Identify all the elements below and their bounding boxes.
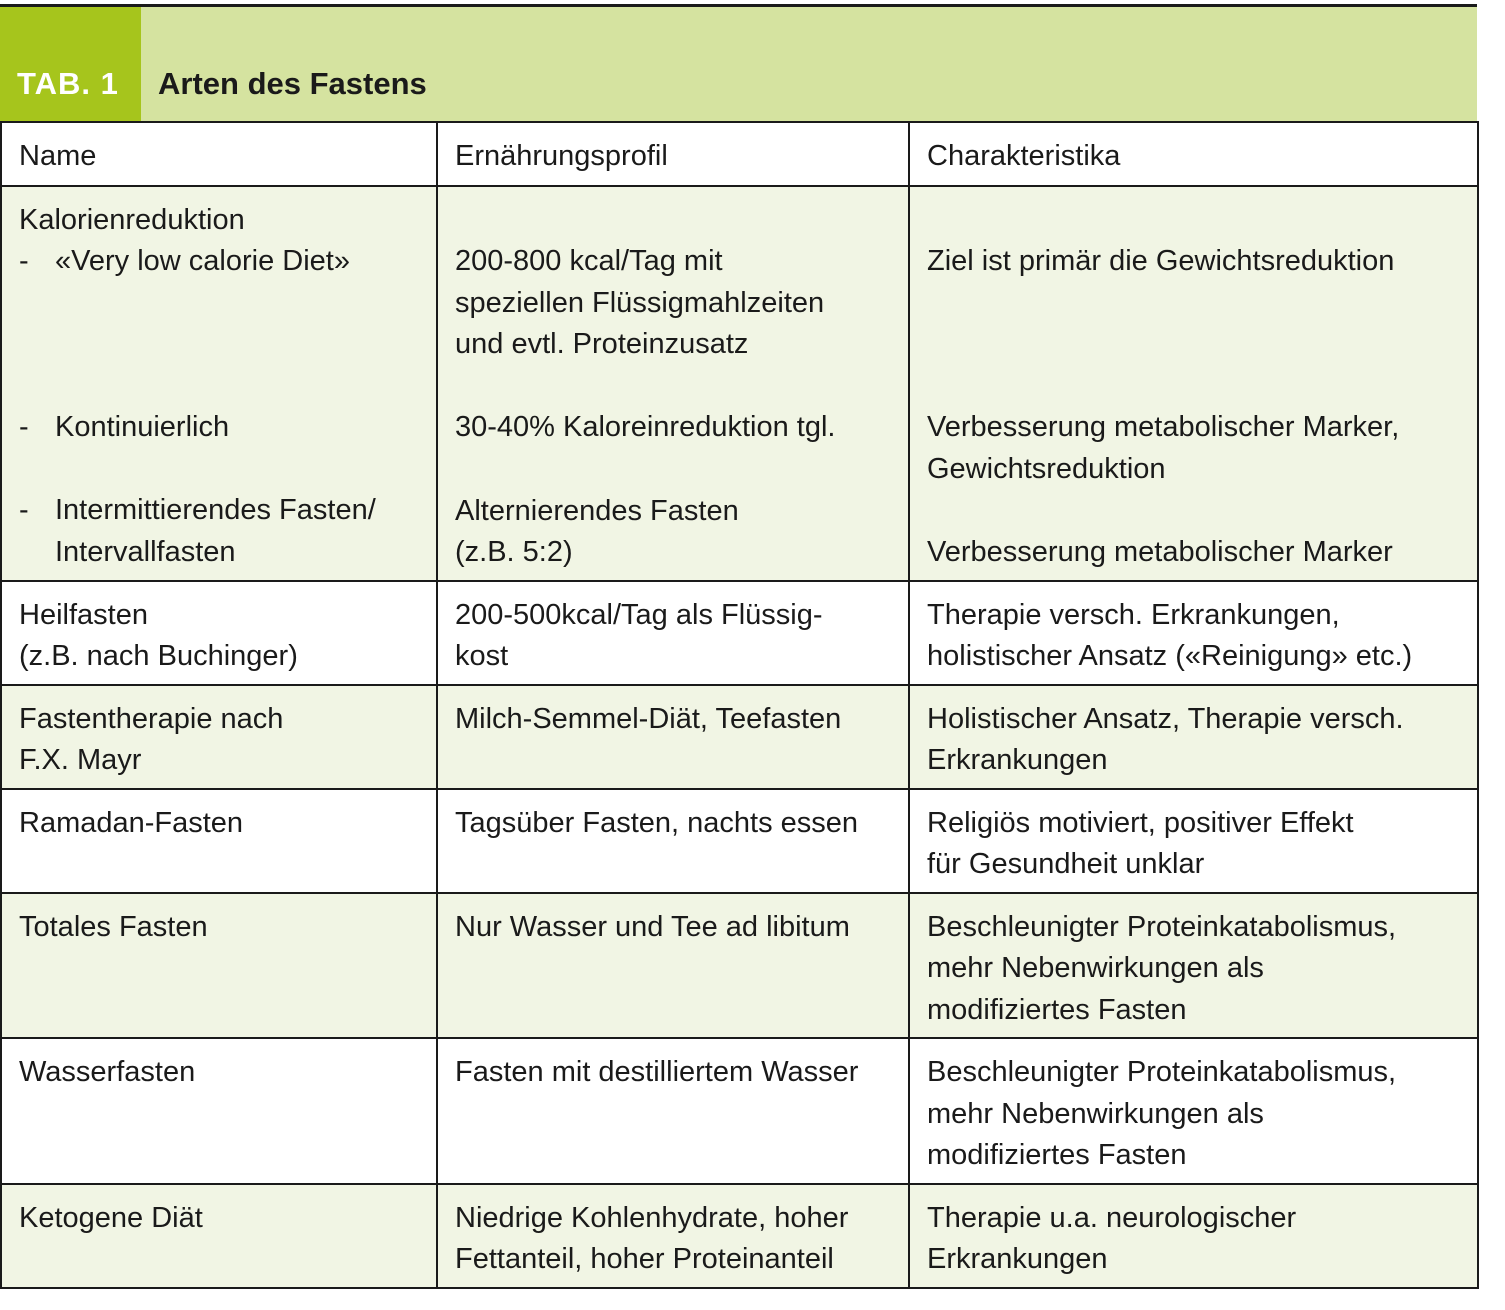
- cell-text-line: 200-500kcal/Tag als Flüssig-: [455, 598, 823, 631]
- cell-text-line: Therapie u.a. neurologischer: [927, 1201, 1297, 1234]
- cell-text-line: mehr Nebenwirkungen als: [927, 1097, 1264, 1130]
- cell-name: [1, 789, 437, 893]
- table-row-ramadan: [1, 789, 1478, 893]
- cell-text-line: modifiziertes Fasten: [927, 993, 1187, 1026]
- cell-characteristics: Ziel ist primär die Gewichtsreduktion Verbesserung metabolischer Marker, Gewichtsreduktion Verbesserung metabolischer Marker: [909, 186, 1478, 581]
- dash-bullet: -: [19, 494, 29, 526]
- cell-characteristics: [909, 685, 1478, 789]
- table-row-fastentherapie: [1, 685, 1478, 789]
- cell-text-line: Holistischer Ansatz, Therapie versch.: [927, 702, 1404, 735]
- table-row-ketogene-diaet: [1, 1184, 1478, 1288]
- cell-characteristics: [909, 789, 1478, 893]
- cell-text-line: Fettanteil, hoher Proteinanteil: [455, 1243, 834, 1275]
- cell-text-line: F.X. Mayr: [19, 744, 142, 776]
- cell-text-line: Beschleunigter Proteinkatabolismus,: [927, 1056, 1397, 1088]
- cell-text-line: Fasten mit destilliertem Wasser: [455, 1056, 859, 1088]
- dash-bullet: -: [19, 410, 29, 443]
- cell-characteristics: [909, 893, 1478, 1039]
- table-row-kalorienreduktion: [1, 186, 1478, 581]
- cell-name: [1, 581, 437, 685]
- cell-characteristics: [909, 1184, 1478, 1288]
- sub-item: - Intermittierendes Fasten/ Intervallfasten: [19, 490, 426, 573]
- cell-name: [1, 685, 437, 789]
- cell-text-line: Niedrige Kohlenhydrate, hoher: [455, 1201, 849, 1234]
- cell-text-line: Erkrankungen: [927, 1243, 1108, 1275]
- cell-profile: [437, 1038, 909, 1184]
- cell-text-line: modifiziertes Fasten: [927, 1139, 1187, 1171]
- cell-text-line: Religiös motiviert, positiver Effekt: [927, 806, 1354, 839]
- cell-text-line: Ketogene Diät: [19, 1201, 203, 1234]
- cell-name: [1, 186, 437, 581]
- cell-text-line: kost: [455, 640, 509, 672]
- cell-text-line: Tagsüber Fasten, nachts essen: [455, 806, 859, 839]
- cell-characteristics: [909, 581, 1478, 685]
- group-title: Kalorienreduktion: [19, 203, 245, 236]
- cell-text-line: Ramadan-Fasten: [19, 806, 244, 839]
- dash-bullet: -: [19, 245, 29, 277]
- cell-profile: [437, 685, 909, 789]
- cell-profile: [437, 789, 909, 893]
- cell-text-line: Totales Fasten: [19, 910, 208, 943]
- sub-item: - Kontinuierlich: [19, 407, 426, 449]
- cell-name: [1, 1038, 437, 1184]
- cell-profile: [437, 581, 909, 685]
- cell-text-line: Heilfasten: [19, 598, 148, 631]
- table-title-bar: [0, 4, 1477, 121]
- cell-text-line: Therapie versch. Erkrankungen,: [927, 598, 1340, 631]
- cell-text-line: Milch-Semmel-Diät, Teefasten: [455, 702, 842, 735]
- cell-text-line: holistischer Ansatz («Reinigung» etc.): [927, 640, 1413, 672]
- fasting-types-table: [0, 4, 1477, 1289]
- cell-text-line: für Gesundheit unklar: [927, 848, 1205, 880]
- cell-text-line: mehr Nebenwirkungen als: [927, 952, 1264, 984]
- table-title: Arten des Fastens: [158, 66, 427, 101]
- cell-name: [1, 1184, 437, 1288]
- table-row-heilfasten: [1, 581, 1478, 685]
- fasting-table: [0, 121, 1479, 1289]
- column-header-name: Name: [1, 122, 437, 186]
- table-row-totales-fasten: [1, 893, 1478, 1039]
- cell-text-line: Wasserfasten: [19, 1056, 196, 1088]
- cell-text-line: (z.B. nach Buchinger): [19, 640, 298, 672]
- sub-item: - «Very low calorie Diet»: [19, 241, 426, 283]
- cell-profile: [437, 1184, 909, 1288]
- cell-profile: [437, 893, 909, 1039]
- cell-text-line: Nur Wasser und Tee ad libitum: [455, 910, 850, 943]
- cell-text-line: Erkrankungen: [927, 744, 1108, 776]
- table-number-label: TAB. 1: [0, 7, 141, 121]
- cell-text-line: Fastentherapie nach: [19, 702, 284, 735]
- column-header-profile: Ernährungsprofil: [437, 122, 909, 186]
- cell-profile: 200-800 kcal/Tag mit speziellen Flüssigmahlzeiten und evtl. Proteinzusatz 30-40% Kaloreinreduktion tgl. Alternierendes Fasten (z.B. 5:2): [437, 186, 909, 581]
- cell-text-line: Beschleunigter Proteinkatabolismus,: [927, 910, 1397, 943]
- cell-characteristics: [909, 1038, 1478, 1184]
- table-row-wasserfasten: [1, 1038, 1478, 1184]
- column-header-characteristics: Charakteristika: [909, 122, 1478, 186]
- table-header-row: [1, 122, 1478, 186]
- cell-name: [1, 893, 437, 1039]
